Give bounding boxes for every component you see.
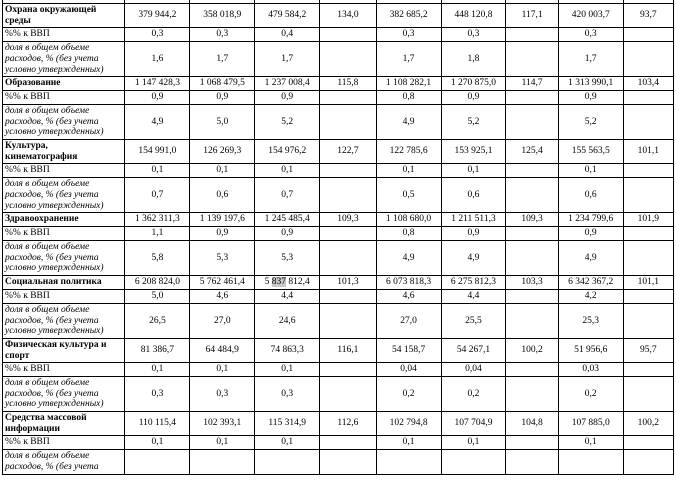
cell: 0,9 — [558, 91, 623, 105]
cell: 101,9 — [623, 213, 673, 227]
cell: 0,9 — [190, 227, 255, 241]
cell — [623, 91, 673, 105]
cell: 0,6 — [190, 178, 255, 213]
cell: 5,2 — [441, 105, 506, 140]
cell: 5 837 812,4 — [255, 276, 320, 290]
cell: 155 563,5 — [558, 140, 623, 164]
cell: 0,8 — [376, 227, 441, 241]
cell: 1 147 428,3 — [125, 77, 190, 91]
cell — [623, 377, 673, 412]
cell: 109,3 — [320, 213, 377, 227]
cell: 1,6 — [125, 42, 190, 77]
cell — [506, 377, 558, 412]
cell — [623, 227, 673, 241]
cell: 4,9 — [558, 241, 623, 276]
table-row — [3, 178, 674, 213]
cell: 104,8 — [506, 412, 558, 436]
cell: 25,5 — [441, 304, 506, 339]
cell: 6 275 812,3 — [441, 276, 506, 290]
cell: 74 863,3 — [255, 338, 320, 362]
cell: 95,7 — [623, 338, 673, 362]
cell: 0,7 — [255, 178, 320, 213]
cell: 27,0 — [376, 304, 441, 339]
cell — [320, 91, 377, 105]
cell: 122,7 — [320, 140, 377, 164]
cell: 0,9 — [125, 91, 190, 105]
row-label: Средства массовой информации — [3, 412, 125, 436]
cell: 26,5 — [125, 304, 190, 339]
cell: 122 785,6 — [376, 140, 441, 164]
cell: 1 139 197,6 — [190, 213, 255, 227]
row-label: %% к ВВП — [3, 227, 125, 241]
table-row — [3, 91, 674, 105]
cell: 4,9 — [376, 241, 441, 276]
cell: 0,1 — [190, 363, 255, 377]
table-row — [3, 42, 674, 77]
cell: 0,3 — [376, 28, 441, 42]
cell: 4,2 — [558, 290, 623, 304]
cell: 1,7 — [558, 42, 623, 77]
row-label: доля в общем объеме расходов, % (без учета условно утвержденных) — [3, 42, 125, 77]
cell: 379 944,2 — [125, 4, 190, 28]
cell — [255, 450, 320, 474]
cell: 0,6 — [558, 178, 623, 213]
cell: 4,9 — [125, 105, 190, 140]
row-label: %% к ВВП — [3, 290, 125, 304]
row-label: доля в общем объеме расходов, % (без учета условно утвержденных) — [3, 241, 125, 276]
row-label: %% к ВВП — [3, 91, 125, 105]
cell — [320, 304, 377, 339]
row-label: доля в общем объеме расходов, % (без учета условно утвержденных) — [3, 377, 125, 412]
table-row — [3, 140, 674, 164]
cell — [376, 450, 441, 474]
cell: 0,3 — [125, 377, 190, 412]
cell: 115,8 — [320, 77, 377, 91]
cell: 0,4 — [255, 28, 320, 42]
cell: 110 115,4 — [125, 412, 190, 436]
cell: 0,3 — [190, 28, 255, 42]
cell: 1,1 — [125, 227, 190, 241]
cell: 125,4 — [506, 140, 558, 164]
cell: 479 584,2 — [255, 4, 320, 28]
cell: 0,1 — [376, 164, 441, 178]
cell: 382 685,2 — [376, 4, 441, 28]
cell — [506, 42, 558, 77]
cell — [623, 304, 673, 339]
cell: 101,1 — [623, 140, 673, 164]
cell: 0,04 — [376, 363, 441, 377]
cell: 1 362 311,3 — [125, 213, 190, 227]
cell: 0,6 — [441, 178, 506, 213]
cell: 0,1 — [190, 164, 255, 178]
cell: 0,03 — [558, 363, 623, 377]
cell — [506, 28, 558, 42]
cell: 1 245 485,4 — [255, 213, 320, 227]
cell — [441, 450, 506, 474]
cell — [623, 241, 673, 276]
table-row — [3, 213, 674, 227]
cell: 5,2 — [255, 105, 320, 140]
table-row — [3, 436, 674, 450]
cell: 103,4 — [623, 77, 673, 91]
cell: 1 108 282,1 — [376, 77, 441, 91]
cell: 5,2 — [558, 105, 623, 140]
cell: 100,2 — [506, 338, 558, 362]
cell: 112,6 — [320, 412, 377, 436]
row-label: %% к ВВП — [3, 436, 125, 450]
cell: 109,3 — [506, 213, 558, 227]
cell — [320, 227, 377, 241]
cell: 1 234 799,6 — [558, 213, 623, 227]
cell: 126 269,3 — [190, 140, 255, 164]
cell: 117,1 — [506, 4, 558, 28]
cell: 103,3 — [506, 276, 558, 290]
cell: 0,9 — [441, 91, 506, 105]
cell: 102 794,8 — [376, 412, 441, 436]
cell: 5,3 — [190, 241, 255, 276]
highlighted-text: 837 — [271, 277, 286, 288]
table-row — [3, 276, 674, 290]
table-row — [3, 28, 674, 42]
cell — [320, 105, 377, 140]
cell — [190, 450, 255, 474]
cell: 0,1 — [376, 436, 441, 450]
cell: 0,5 — [376, 178, 441, 213]
cell: 0,1 — [125, 164, 190, 178]
row-label: доля в общем объеме расходов, % (без учета — [3, 450, 125, 474]
cell — [320, 450, 377, 474]
cell: 0,3 — [441, 28, 506, 42]
cell: 134,0 — [320, 4, 377, 28]
cell: 0,1 — [558, 164, 623, 178]
row-label: Охрана окружающей среды — [3, 4, 125, 28]
cell: 114,7 — [506, 77, 558, 91]
cell: 1,7 — [255, 42, 320, 77]
cell: 64 484,9 — [190, 338, 255, 362]
cell: 0,9 — [255, 91, 320, 105]
cell: 116,1 — [320, 338, 377, 362]
cell: 54 158,7 — [376, 338, 441, 362]
cell — [623, 450, 673, 474]
cell: 107 704,9 — [441, 412, 506, 436]
cell: 1 068 479,5 — [190, 77, 255, 91]
cell — [623, 164, 673, 178]
cell — [125, 450, 190, 474]
cell: 81 386,7 — [125, 338, 190, 362]
cell: 154 976,2 — [255, 140, 320, 164]
cell: 0,04 — [441, 363, 506, 377]
cell — [623, 178, 673, 213]
cell — [320, 42, 377, 77]
row-label: %% к ВВП — [3, 363, 125, 377]
cell: 0,2 — [558, 377, 623, 412]
cell: 0,8 — [376, 91, 441, 105]
cell: 0,3 — [125, 28, 190, 42]
row-label: доля в общем объеме расходов, % (без учета условно утвержденных) — [3, 105, 125, 140]
cell: 0,1 — [558, 436, 623, 450]
cell: 0,7 — [125, 178, 190, 213]
cell: 1 313 990,1 — [558, 77, 623, 91]
cell: 27,0 — [190, 304, 255, 339]
table-row — [3, 338, 674, 362]
cell — [320, 178, 377, 213]
cell: 1,8 — [441, 42, 506, 77]
cell — [506, 91, 558, 105]
cell — [320, 290, 377, 304]
budget-expenditures-table — [2, 0, 674, 475]
cell — [506, 290, 558, 304]
cell: 5,8 — [125, 241, 190, 276]
cell: 0,1 — [190, 436, 255, 450]
cell: 0,1 — [255, 436, 320, 450]
cell: 1 237 008,4 — [255, 77, 320, 91]
cell: 0,9 — [190, 91, 255, 105]
cell: 54 267,1 — [441, 338, 506, 362]
table-row — [3, 164, 674, 178]
row-label: Образование — [3, 77, 125, 91]
cell — [506, 105, 558, 140]
cell — [506, 450, 558, 474]
cell: 358 018,9 — [190, 4, 255, 28]
cell: 0,1 — [441, 436, 506, 450]
cell: 5 762 461,4 — [190, 276, 255, 290]
cell — [320, 436, 377, 450]
cell: 4,9 — [441, 241, 506, 276]
table-row — [3, 241, 674, 276]
cell — [506, 304, 558, 339]
cell — [320, 363, 377, 377]
cell: 0,1 — [125, 436, 190, 450]
cell: 0,1 — [255, 363, 320, 377]
row-label: Физическая культура и спорт — [3, 338, 125, 362]
table-body — [3, 0, 674, 474]
cell — [506, 241, 558, 276]
cell: 5,0 — [125, 290, 190, 304]
cell — [506, 164, 558, 178]
row-label: Культура, кинематография — [3, 140, 125, 164]
cell: 420 003,7 — [558, 4, 623, 28]
cell — [506, 178, 558, 213]
cell: 4,6 — [376, 290, 441, 304]
cell — [623, 28, 673, 42]
table-row — [3, 290, 674, 304]
cell: 4,9 — [376, 105, 441, 140]
cell: 51 956,6 — [558, 338, 623, 362]
cell — [320, 28, 377, 42]
table-row — [3, 77, 674, 91]
table-row — [3, 304, 674, 339]
cell: 1 211 511,3 — [441, 213, 506, 227]
cell: 448 120,8 — [441, 4, 506, 28]
cell — [506, 363, 558, 377]
cell: 1 108 680,0 — [376, 213, 441, 227]
cell: 0,2 — [376, 377, 441, 412]
cell — [506, 227, 558, 241]
cell: 6 073 818,3 — [376, 276, 441, 290]
cell: 115 314,9 — [255, 412, 320, 436]
cell: 24,6 — [255, 304, 320, 339]
row-label: Здравоохранение — [3, 213, 125, 227]
cell — [320, 377, 377, 412]
row-label: %% к ВВП — [3, 28, 125, 42]
cell: 4,4 — [255, 290, 320, 304]
row-label: доля в общем объеме расходов, % (без учета условно утвержденных) — [3, 178, 125, 213]
cell — [623, 105, 673, 140]
cell: 6 208 824,0 — [125, 276, 190, 290]
cell: 0,3 — [558, 28, 623, 42]
table-row — [3, 450, 674, 474]
cell — [623, 436, 673, 450]
cell: 0,1 — [125, 363, 190, 377]
cell: 154 991,0 — [125, 140, 190, 164]
cell: 6 342 367,2 — [558, 276, 623, 290]
cell: 4,6 — [190, 290, 255, 304]
cell: 5,3 — [255, 241, 320, 276]
row-label: доля в общем объеме расходов, % (без учета условно утвержденных) — [3, 304, 125, 339]
table-row — [3, 363, 674, 377]
table-row — [3, 105, 674, 140]
cell: 1 270 875,0 — [441, 77, 506, 91]
cell: 0,9 — [255, 227, 320, 241]
table-row — [3, 377, 674, 412]
cell — [320, 241, 377, 276]
cell: 153 925,1 — [441, 140, 506, 164]
row-label: Социальная политика — [3, 276, 125, 290]
cell — [623, 363, 673, 377]
table-row — [3, 4, 674, 28]
cell: 101,1 — [623, 276, 673, 290]
cell: 0,2 — [441, 377, 506, 412]
cell: 93,7 — [623, 4, 673, 28]
cell: 0,9 — [441, 227, 506, 241]
cell — [558, 450, 623, 474]
cell: 1,7 — [190, 42, 255, 77]
cell: 0,9 — [558, 227, 623, 241]
cell: 0,3 — [190, 377, 255, 412]
cell: 107 885,0 — [558, 412, 623, 436]
row-label: %% к ВВП — [3, 164, 125, 178]
cell: 102 393,1 — [190, 412, 255, 436]
cell: 5,0 — [190, 105, 255, 140]
cell — [506, 436, 558, 450]
cell — [623, 290, 673, 304]
table-row — [3, 412, 674, 436]
cell — [320, 164, 377, 178]
table-row — [3, 227, 674, 241]
cell: 101,3 — [320, 276, 377, 290]
cell: 4,4 — [441, 290, 506, 304]
cell — [623, 42, 673, 77]
cell: 0,1 — [441, 164, 506, 178]
cell: 0,1 — [255, 164, 320, 178]
cell: 0,3 — [255, 377, 320, 412]
cell: 1,7 — [376, 42, 441, 77]
cell: 100,2 — [623, 412, 673, 436]
cell: 25,3 — [558, 304, 623, 339]
